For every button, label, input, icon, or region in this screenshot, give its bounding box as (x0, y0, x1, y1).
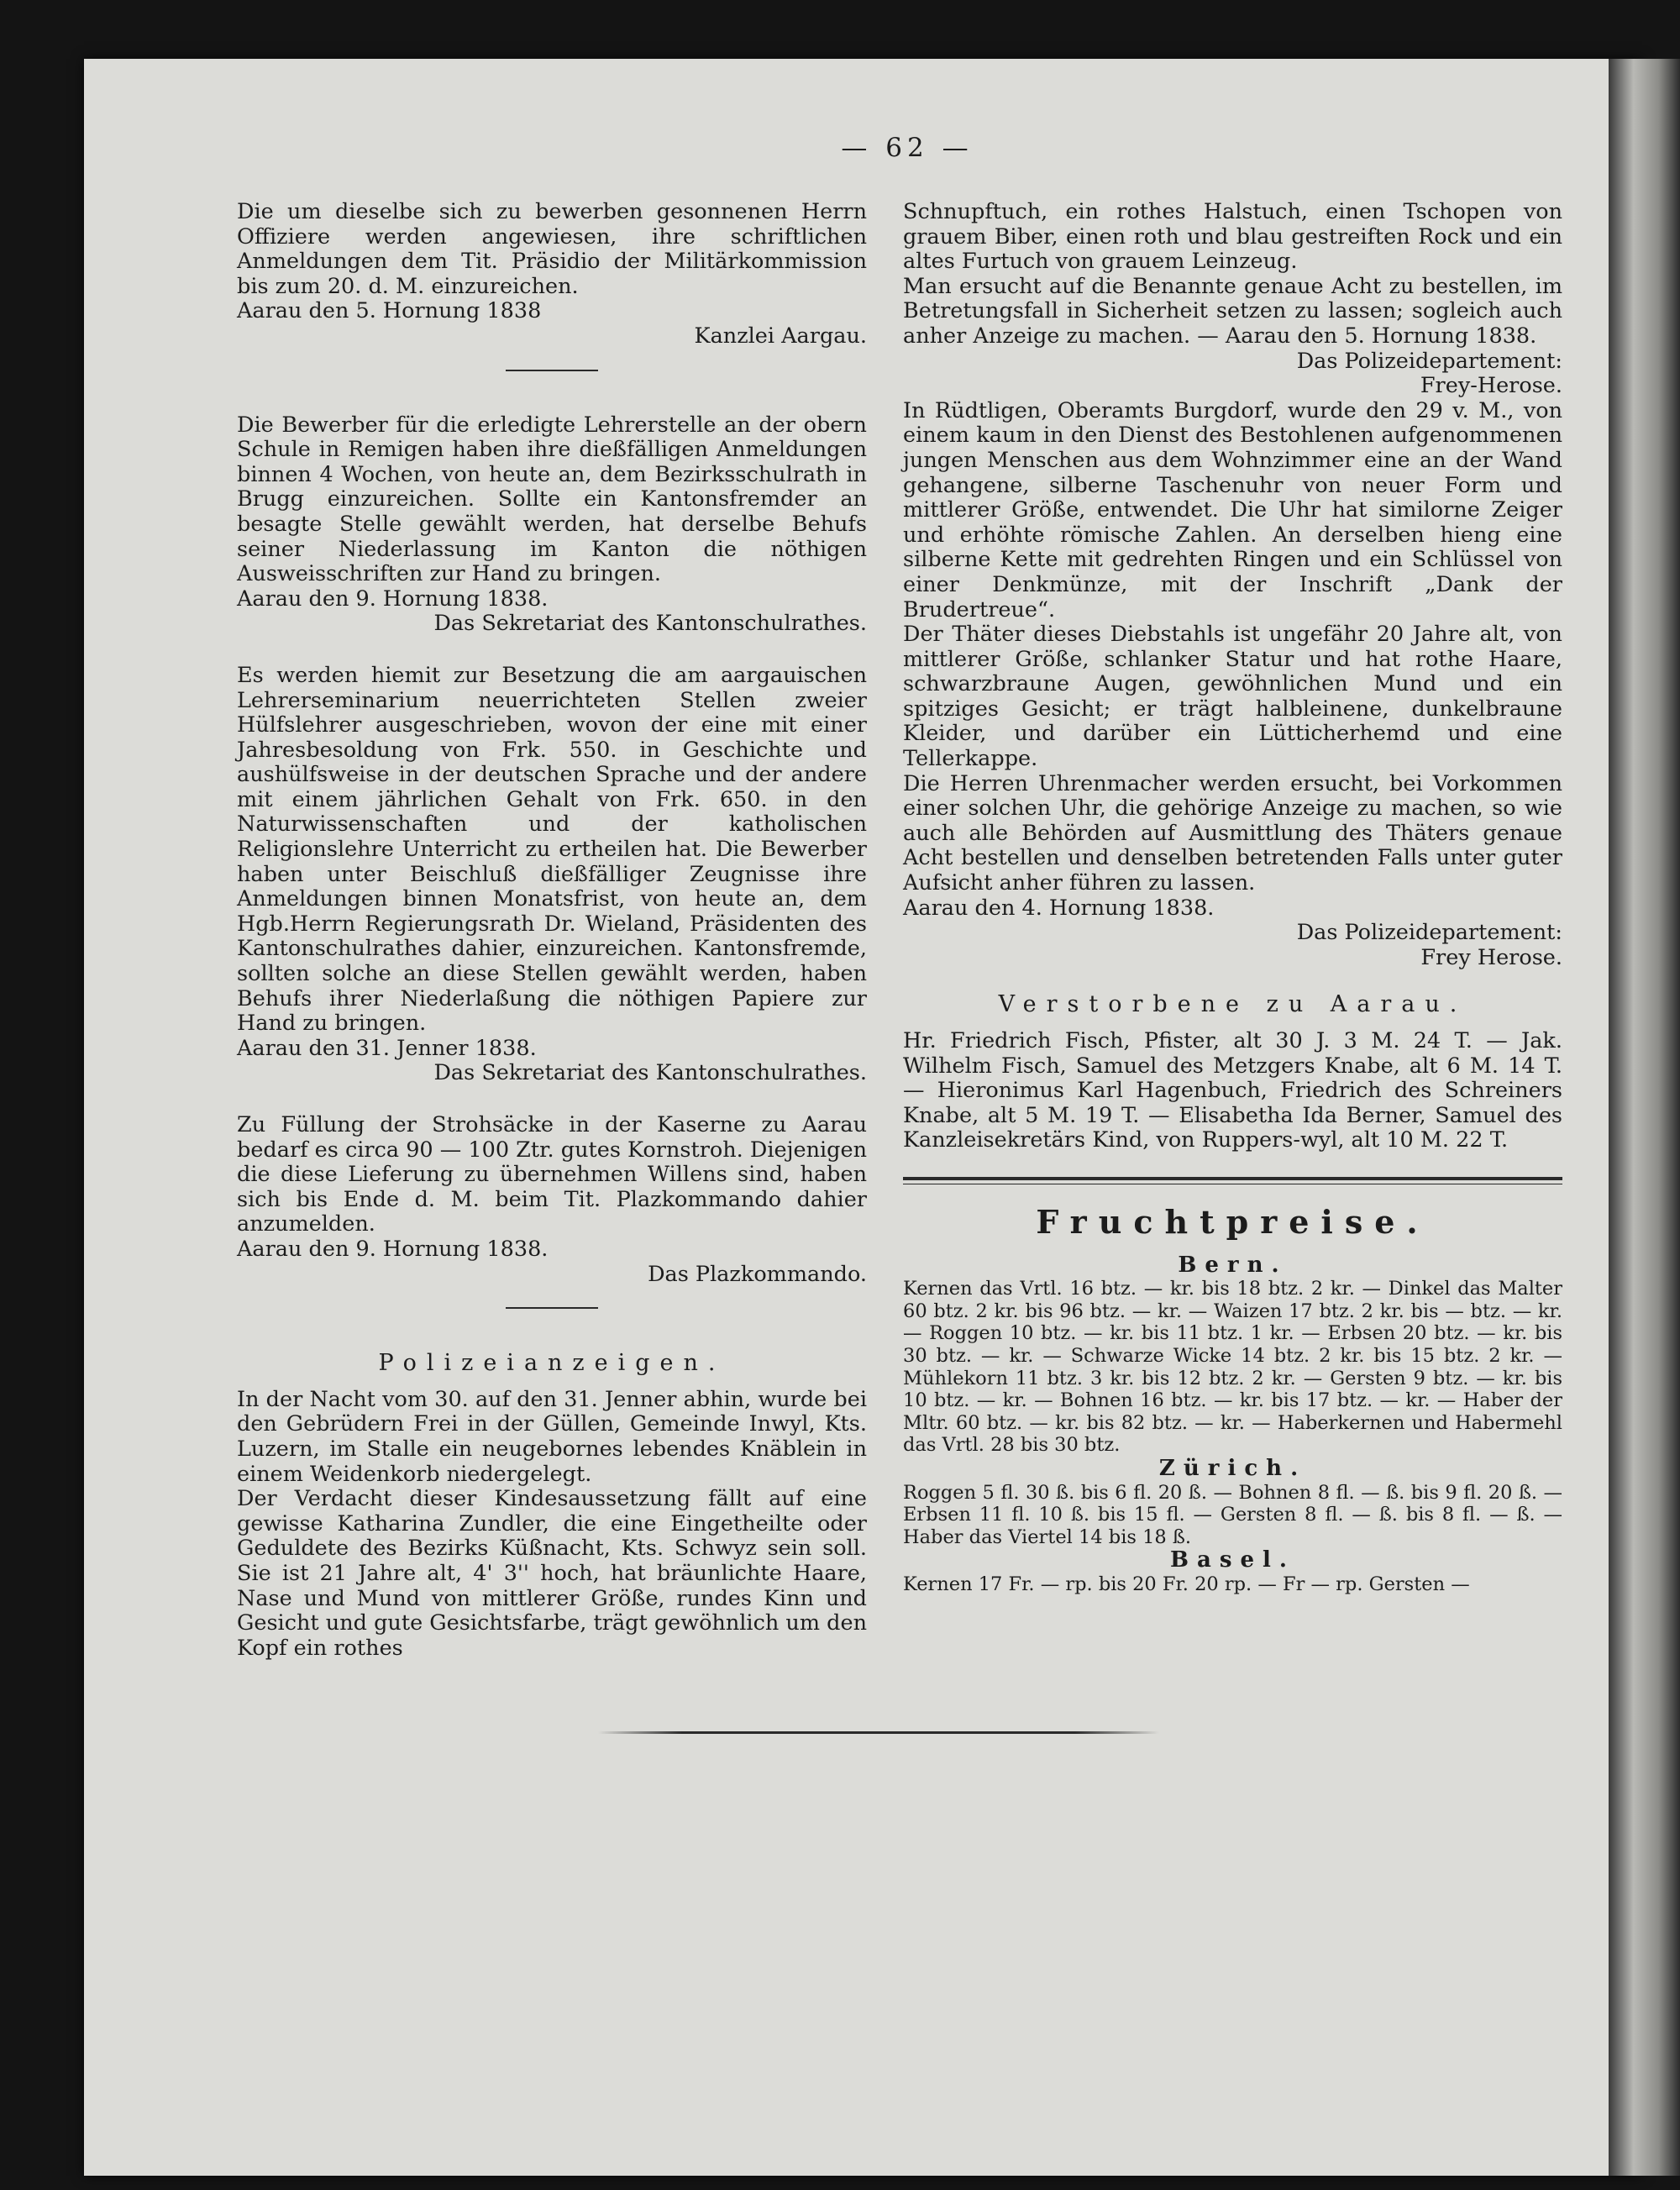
notice-seminar-dateline: Aarau den 31. Jenner 1838. (237, 1035, 537, 1061)
right-column (903, 200, 1562, 1595)
police-watchmakers-request: Die Herren Uhrenmacher werden ersucht, bei Vorkommen einer solchen Uhr, die gehörige Anzeige zu machen, so wie auch alle Behörden auf Ausmittlung des Thäters genaue Acht bestellen und denselben betretenden Falls unter guter Aufsicht anher führen zu lassen. (903, 770, 1562, 896)
police-suspect-continued: Schnupftuch, ein rothes Halstuch, einen Tschopen von grauem Biber, einen roth und blau gestreiften Rock und ein altes Furtuch von grauem Leinzeug. (903, 199, 1562, 275)
police-request-signature-name: Frey-Herose. (1420, 373, 1562, 399)
basel-heading: Basel. (1170, 1547, 1295, 1573)
notice-teacher-remigen-text: Die Bewerber für die erledigte Lehrerstelle an der obern Schule in Remigen haben ihre dießfälligen Anmeldungen binnen 4 Wochen, von heute an, dem Bezirksschulrath in Brugg einzureichen. Sollte ein Kantonsfremder an besagte Stelle gewählt werden, hat derselbe Behufs seiner Niederlassung im Kanton die nöthigen Ausweisschriften zur Hand zu bringen. (237, 412, 867, 587)
basel-prices: Kernen 17 Fr. — rp. bis 20 Fr. 20 rp. — Fr — rp. Gersten — (903, 1573, 1470, 1595)
notice-seminar-text: Es werden hiemit zur Besetzung die am aargauischen Lehrerseminarium neuerrichteten Stellen zweier Hülfslehrer ausgeschrieben, wovon der eine mit einer Jahresbesoldung von Frk. 550. in Geschichte und aushülfsweise in der deutschen Sprache und der andere mit einem jährlichen Gehalt von Frk. 650. in den Naturwissenschaften und der katholischen Religionslehre Unterricht zu ertheilen hat. Die Bewerber haben unter Beischluß dießfälliger Zeugnisse ihre Anmeldungen binnen Monatsfrist, von heute an, dem Hgb.Herrn Regierungsrath Dr. Wieland, Präsidenten des Kantonschulrathes dahier, einzureichen. Kantonsfremde, sollten solche an diese Stellen gewählt werden, haben Behufs ihrer Niederlaßung die nöthigen Papiere zur Hand zu bringen. (237, 662, 867, 1037)
notice-officers-text: Die um dieselbe sich zu bewerben gesonnenen Herrn Offiziere werden angewiesen, ihre schriftlichen Anmeldungen dem Tit. Präsidio der Militärkommission bis zum 20. d. M. einzureichen. (237, 199, 867, 299)
separator-rule (506, 370, 598, 371)
police-foundling-text: In der Nacht vom 30. auf den 31. Jenner abhin, wurde bei den Gebrüdern Frei in der Güllen, Gemeinde Inwyl, Kts. Luzern, im Stalle ein neugebornes lebendes Knäblein in einem Weidenkorb niedergelegt. (237, 1386, 867, 1487)
police-request-signature: Das Polizeidepartement: (1296, 348, 1562, 374)
bern-heading: Bern. (1178, 1252, 1288, 1278)
police-theft-signature: Das Polizeidepartement: (1296, 920, 1562, 946)
section-rule-thick (903, 1177, 1562, 1180)
notice-straw-text: Zu Füllung der Strohsäcke in der Kaserne zu Aarau bedarf es circa 90 — 100 Ztr. gutes Kornstroh. Diejenigen die diese Lieferung zu übernehmen Willens sind, haben sich bis Ende d. M. beim Tit. Plazkommando dahier anzumelden. (237, 1112, 867, 1237)
notice-straw-signature: Das Plazkommando. (648, 1261, 867, 1287)
police-theft-dateline: Aarau den 4. Hornung 1838. (903, 895, 1215, 921)
page-edge (1609, 59, 1680, 2176)
police-theft-text: In Rüdtligen, Oberamts Burgdorf, wurde den 29 v. M., von einem kaum in den Dienst des Bestohlenen aufgenommenen jungen Menschen aus dem Wohnzimmer eine an der Wand gehangene, silberne Taschenuhr von neuer Form und mittlerer Größe, entwendet. Die Uhr hat similorne Zeiger und erhöhte römische Zahlen. An derselben hieng eine silberne Kette mit gedrehten Ringen und ein Schlüssel von einer Denkmünze, mit der Inschrift „Dank der Brudertreue“. (903, 397, 1562, 622)
notice-officers-signature: Kanzlei Aargau. (694, 323, 867, 349)
left-column (237, 200, 867, 1661)
notice-officers-dateline: Aarau den 5. Hornung 1838 (237, 298, 542, 324)
zurich-prices: Roggen 5 fl. 30 ß. bis 6 fl. 20 ß. — Bohnen 8 fl. — ß. bis 9 fl. 20 ß. — Erbsen 11 fl. 10 ß. bis 15 fl. — Gersten 8 fl. — ß. bis 8 fl. — ß. — Haber das Viertel 14 bis 18 ß. (903, 1481, 1562, 1548)
separator-rule (506, 1307, 598, 1309)
police-thief-description: Der Thäter dieses Diebstahls ist ungefähr 20 Jahre alt, von mittlerer Größe, schlanker Statur und hat rothe Haare, schwarzbraune Augen, gewöhnlichen Mund und ein spitziges Gesicht; er trägt halbleinene, dunkelbraune Kleider, und darüber ein Lütticherhemd und eine Tellerkappe. (903, 622, 1562, 772)
notice-straw-dateline: Aarau den 9. Hornung 1838. (237, 1236, 549, 1262)
notice-seminar-signature: Das Sekretariat des Kantonschulrathes. (433, 1060, 867, 1086)
deaths-list: Hr. Friedrich Fisch, Pfister, alt 30 J. 3 M. 24 T. — Jak. Wilhelm Fisch, Samuel des Metzgers Knabe, alt 6 M. 14 T. — Hieronimus Karl Hagenbuch, Friedrich des Schreiners Knabe, alt 5 M. 19 T. — Elisabetha Ida Berner, Samuel des Kanzleisekretärs Kind, von Ruppers-wyl, alt 10 M. 22 T. (903, 1028, 1562, 1153)
police-request-text: Man ersucht auf die Benannte genaue Acht zu bestellen, im Betretungsfall in Sicherheit setzen zu lassen; sogleich auch anher Anzeige zu machen. — Aarau den 5. Hornung 1838. (903, 273, 1562, 349)
spacer (237, 1086, 867, 1113)
page-number: — 62 — (841, 133, 974, 163)
closing-rule (598, 1731, 1159, 1734)
deaths-heading: Verstorbene zu Aarau. (998, 991, 1467, 1018)
notice-teacher-remigen-dateline: Aarau den 9. Hornung 1838. (237, 586, 549, 612)
police-notices-heading: Polizeianzeigen. (378, 1350, 726, 1377)
police-suspect-description: Der Verdacht dieser Kindesaussetzung fällt auf eine gewisse Katharina Zundler, die eine Eingetheilte oder Geduldete des Bezirks Küßnacht, Kts. Schwyz sein soll. Sie ist 21 Jahre alt, 4' 3'' hoch, hat bräunlichte Haare, Nase und Mund von mittlerer Größe, rundes Kinn und Gesicht und gute Gesichtsfarbe, trägt gewöhnlich um den Kopf ein rothes (237, 1486, 867, 1661)
notice-teacher-remigen-signature: Das Sekretariat des Kantonschulrathes. (433, 611, 867, 637)
zurich-heading: Zürich. (1158, 1455, 1307, 1481)
spacer (237, 637, 867, 664)
grain-prices-heading: Fruchtpreise. (1036, 1202, 1430, 1241)
police-theft-signature-name: Frey Herose. (1420, 944, 1562, 970)
bern-prices: Kernen das Vrtl. 16 btz. — kr. bis 18 btz. 2 kr. — Dinkel das Malter 60 btz. 2 kr. bis 96 btz. — kr. — Waizen 17 btz. 2 kr. bis — btz. — kr. — Roggen 10 btz. — kr. bis 11 btz. 1 kr. — Erbsen 20 btz. — kr. bis 30 btz. — kr. — Schwarze Wicke 14 btz. 2 kr. bis 15 btz. 2 kr. — Mühlekorn 11 btz. 3 kr. bis 12 btz. 2 kr. — Gersten 9 btz. — kr. bis 10 btz. — kr. — Bohnen 16 btz. — kr. bis 17 btz. — kr. — Haber der Mltr. 60 btz. — kr. bis 82 btz. — kr. — Haberkernen und Habermehl das Vrtl. 28 bis 30 btz. (903, 1278, 1562, 1457)
